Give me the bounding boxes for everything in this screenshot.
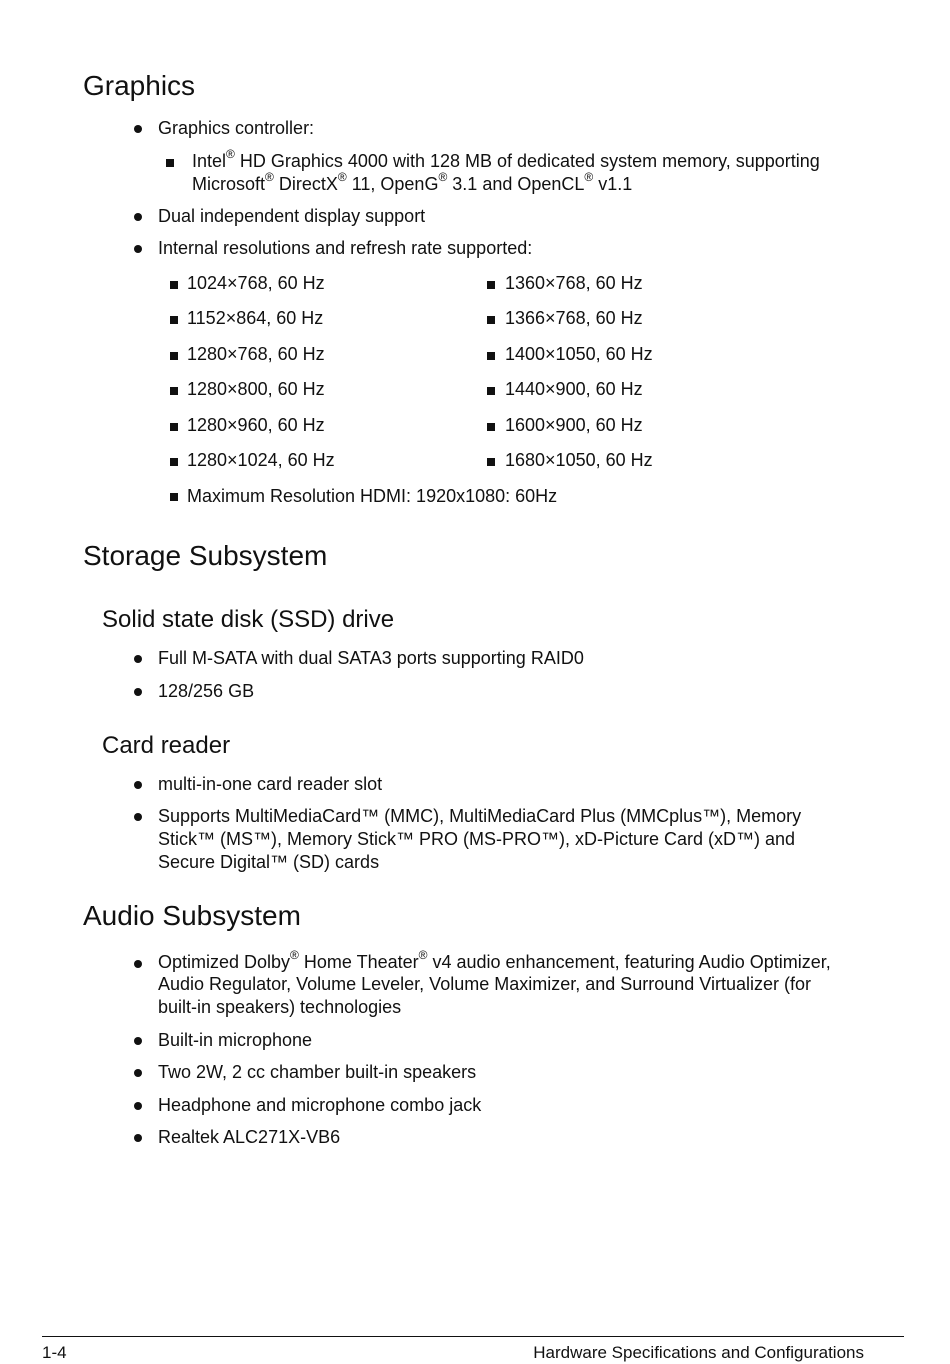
square-bullet-icon xyxy=(170,352,178,360)
bullet-icon xyxy=(134,1102,142,1110)
bullet-icon xyxy=(134,125,142,133)
graphics-controller-line2: Microsoft® DirectX® 11, OpenG® 3.1 and OpenCL® v1.1 xyxy=(192,170,633,194)
card-reader-item: multi-in-one card reader slot xyxy=(158,774,383,794)
square-bullet-icon xyxy=(170,423,178,431)
ssd-item: Full M-SATA with dual SATA3 ports supporting RAID0 xyxy=(158,648,584,668)
graphics-controller-label: Graphics controller: xyxy=(158,118,315,138)
square-bullet-icon xyxy=(487,316,495,324)
resolution-item: 1366×768, 60 Hz xyxy=(505,308,643,328)
bullet-icon xyxy=(134,245,142,253)
resolution-item: 1360×768, 60 Hz xyxy=(505,273,643,293)
bullet-icon xyxy=(134,213,142,221)
resolution-item: 1280×800, 60 Hz xyxy=(187,379,325,399)
graphics-controller-line1: Intel® HD Graphics 4000 with 128 MB of dedicated system memory, supporting xyxy=(192,147,820,171)
footer-title: Hardware Specifications and Configurations xyxy=(533,1343,864,1362)
square-bullet-icon xyxy=(170,493,178,501)
bullet-icon xyxy=(134,781,142,789)
resolution-item: 1280×768, 60 Hz xyxy=(187,344,325,364)
dolby-line3: built-in speakers) technologies xyxy=(158,997,402,1017)
square-bullet-icon xyxy=(487,423,495,431)
page-number: 1-4 xyxy=(42,1343,67,1362)
dual-display-item: Dual independent display support xyxy=(158,206,426,226)
square-bullet-icon xyxy=(170,458,178,466)
audio-item: Two 2W, 2 cc chamber built-in speakers xyxy=(158,1062,477,1082)
ssd-item: 128/256 GB xyxy=(158,681,255,701)
bullet-icon xyxy=(134,1069,142,1077)
square-bullet-icon xyxy=(170,316,178,324)
resolution-item: 1440×900, 60 Hz xyxy=(505,379,643,399)
bullet-icon xyxy=(134,813,142,821)
card-reader-support-line: Secure Digital™ (SD) cards xyxy=(158,852,380,872)
resolutions-label: Internal resolutions and refresh rate supported: xyxy=(158,238,533,258)
ssd-heading: Solid state disk (SSD) drive xyxy=(102,606,395,633)
square-bullet-icon xyxy=(487,387,495,395)
max-hdmi-item: Maximum Resolution HDMI: 1920x1080: 60Hz xyxy=(187,486,558,506)
resolution-item: 1600×900, 60 Hz xyxy=(505,415,643,435)
card-reader-support-line: Supports MultiMediaCard™ (MMC), MultiMediaCard Plus (MMCplus™), Memory xyxy=(158,806,802,826)
storage-heading: Storage Subsystem xyxy=(83,540,328,571)
graphics-heading: Graphics xyxy=(83,70,196,101)
dolby-line2: Audio Regulator, Volume Leveler, Volume Maximizer, and Surround Virtualizer (for xyxy=(158,974,812,994)
square-bullet-icon xyxy=(170,281,178,289)
footer-divider xyxy=(42,1336,904,1337)
audio-heading: Audio Subsystem xyxy=(83,900,301,931)
bullet-icon xyxy=(134,655,142,663)
resolution-item: 1152×864, 60 Hz xyxy=(187,308,324,328)
resolution-item: 1280×960, 60 Hz xyxy=(187,415,325,435)
bullet-icon xyxy=(134,1037,142,1045)
resolution-item: 1680×1050, 60 Hz xyxy=(505,450,653,470)
audio-item: Built-in microphone xyxy=(158,1030,313,1050)
bullet-icon xyxy=(134,960,142,968)
square-bullet-icon xyxy=(487,352,495,360)
resolution-item: 1400×1050, 60 Hz xyxy=(505,344,653,364)
square-bullet-icon xyxy=(170,387,178,395)
dolby-line1: Optimized Dolby® Home Theater® v4 audio enhancement, featuring Audio Optimizer, xyxy=(158,948,831,972)
audio-item: Realtek ALC271X-VB6 xyxy=(158,1127,341,1147)
card-reader-heading: Card reader xyxy=(102,732,231,759)
square-bullet-icon xyxy=(487,281,495,289)
square-bullet-icon xyxy=(487,458,495,466)
resolution-item: 1280×1024, 60 Hz xyxy=(187,450,335,470)
card-reader-support-line: Stick™ (MS™), Memory Stick™ PRO (MS-PRO™), xD-Picture Card (xD™) and xyxy=(158,829,796,849)
bullet-icon xyxy=(134,688,142,696)
audio-item: Headphone and microphone combo jack xyxy=(158,1095,482,1115)
bullet-icon xyxy=(134,1134,142,1142)
resolution-item: 1024×768, 60 Hz xyxy=(187,273,325,293)
square-bullet-icon xyxy=(166,159,174,167)
